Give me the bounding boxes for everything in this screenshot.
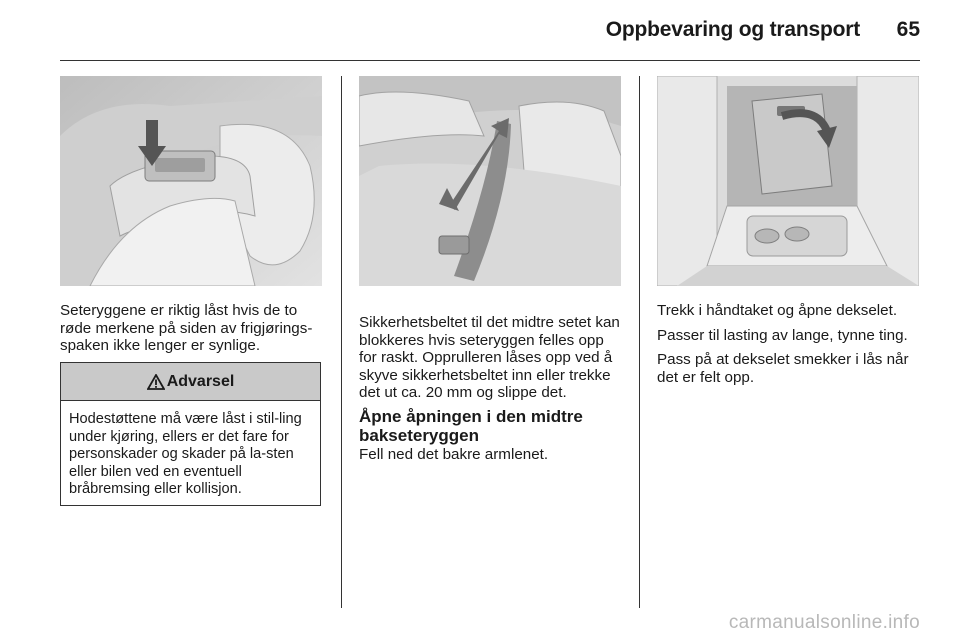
warning-text: Hodestøttene må være låst i stil-ling under kjøring, ellers er det fare for personskader og skader på la-sten eller bilen ved en eventuell bråbremsing eller kollisjon. [69, 411, 302, 497]
column-divider-left [341, 76, 342, 608]
warning-triangle-icon [147, 374, 165, 390]
section-heading: Åpne åpningen i den midtre bakseteryggen [359, 407, 583, 445]
paragraph-suitable-for: Passer til lasting av lange, tynne ting. [657, 327, 908, 344]
watermark: carmanualsonline.info [728, 612, 920, 633]
figure-pass-through [657, 76, 919, 286]
paragraph-fold-armrest: Fell ned det bakre armlenet. [359, 446, 549, 463]
paragraph-headrest-locked: Seteryggene er riktig låst hvis de to røde merkene på siden av frigjørings-spaken ikke lenger er synlige. [60, 302, 313, 354]
figure-seatbelt [359, 76, 621, 286]
paragraph-pull-handle: Trekk i håndtaket og åpne dekselet. [657, 302, 898, 319]
column-divider-right [639, 76, 640, 608]
warning-header [61, 363, 320, 401]
page-number: 65 [896, 18, 920, 41]
warning-box [60, 362, 321, 506]
paragraph-cover-latches: Pass på at dekselet smekker i lås når det er felt opp. [657, 351, 909, 386]
figure-headrest-release [60, 76, 322, 286]
warning-title: Advarsel [166, 372, 235, 390]
header-title: Oppbevaring og transport [605, 18, 860, 41]
header-rule [60, 60, 920, 61]
paragraph-seatbelt-blocking: Sikkerhetsbeltet til det midtre setet kan blokkeres hvis seteryggen felles opp for raskt. Opprulleren låses opp ved å skyve sikkerhetsbeltet inn eller trekke det ut ca. 20 mm og slippe det. [359, 314, 620, 401]
